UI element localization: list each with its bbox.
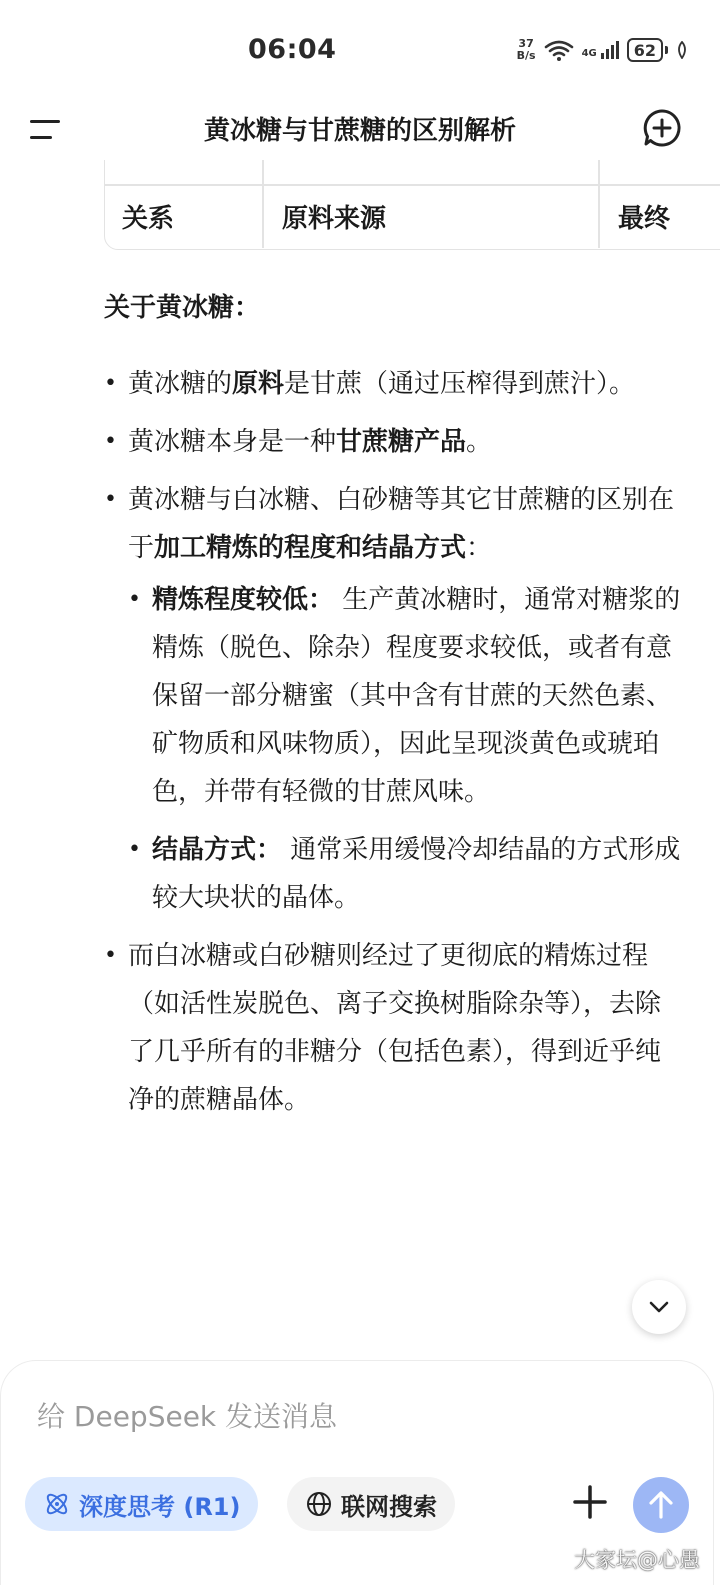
list-item — [104, 476, 684, 922]
table-cell: 原料来源 — [282, 204, 387, 234]
section-heading: 关于黄冰糖： — [104, 293, 261, 323]
sub-list-item — [128, 576, 684, 816]
send-button[interactable] — [633, 1477, 689, 1533]
wifi-icon — [544, 39, 574, 61]
item-text: 是甘蔗（通过压榨得到蔗汁）。 — [284, 369, 636, 399]
comparison-table — [104, 160, 720, 250]
scroll-down-button[interactable] — [632, 1280, 686, 1334]
item-text: 生产黄冰糖时，通常对糖浆的精炼（脱色、除杂）程度要求较低，或者有意保留一部分糖蜜（其中含有甘蔗的天然色素、矿物质和风味物质），因此呈现淡黄色或琥珀色，并带有轻微的甘蔗风味。 — [152, 585, 681, 807]
sub-list-item — [128, 826, 684, 922]
deep-think-toggle[interactable] — [25, 1477, 258, 1531]
web-search-label: 联网搜索 — [341, 1492, 437, 1521]
leaf-icon — [676, 41, 688, 59]
attach-button[interactable] — [567, 1479, 613, 1525]
message-content — [104, 270, 684, 1134]
net-speed-value: 37 — [518, 37, 534, 50]
new-chat-button[interactable] — [642, 108, 682, 148]
net-speed-unit: B/s — [516, 49, 536, 62]
status-bar — [0, 0, 720, 100]
list-item — [104, 360, 684, 408]
item-text: 通常采用缓慢冷却结晶的方式形成较大块状的晶体。 — [152, 835, 681, 913]
table-cell: 关系 — [122, 204, 175, 234]
page-title: 黄冰糖与甘蔗糖的区别解析 — [203, 116, 516, 146]
bullet-list — [104, 360, 684, 1124]
sub-bullet-list — [128, 576, 684, 922]
battery-icon — [627, 38, 663, 62]
item-bold-text: 精炼程度较低： — [152, 585, 335, 615]
message-input[interactable]: 给 DeepSeek 发送消息 — [37, 1400, 338, 1433]
item-bold-text: 原料 — [232, 369, 285, 399]
net-speed — [517, 38, 536, 62]
app-header — [0, 100, 720, 160]
atom-icon — [43, 1490, 71, 1518]
item-text: 黄冰糖本身是一种 — [128, 427, 337, 457]
watermark: 大家坛@心愚 — [574, 1548, 700, 1572]
battery-tip — [665, 46, 668, 54]
item-bold-text: 结晶方式： — [152, 835, 283, 865]
status-icons — [517, 38, 688, 62]
item-bold-text: 甘蔗糖产品 — [336, 427, 467, 457]
list-item — [104, 932, 684, 1124]
item-bold-text: 加工精炼的程度和结晶方式 — [154, 533, 467, 563]
table-col-divider — [598, 160, 600, 248]
table-cell: 最终 — [618, 204, 671, 234]
plus-icon — [567, 1479, 613, 1525]
item-text: 黄冰糖与白冰糖、白砂糖等其它甘蔗糖的区别在于 — [128, 485, 675, 563]
signal-type: 4G — [581, 48, 597, 59]
cell-signal-icon — [582, 41, 619, 59]
item-text: 而白冰糖或白砂糖则经过了更彻底的精炼过程（如活性炭脱色、离子交换树脂除杂等），去除了几乎所有的非糖分（包括色素），得到近乎纯净的蔗糖晶体。 — [128, 941, 662, 1115]
chevron-down-icon — [648, 1300, 670, 1314]
deep-think-label: 深度思考 (R1) — [79, 1492, 241, 1521]
web-search-toggle[interactable] — [287, 1477, 455, 1531]
new-chat-icon — [642, 108, 682, 148]
globe-icon — [305, 1490, 333, 1518]
list-item — [104, 418, 684, 466]
item-text: 。 — [466, 427, 493, 457]
table-col-divider — [262, 160, 264, 248]
item-text: ： — [466, 533, 493, 563]
table-row-divider — [104, 184, 720, 186]
item-text: 黄冰糖的 — [128, 369, 233, 399]
battery-level: 62 — [633, 40, 656, 60]
arrow-up-icon — [647, 1490, 675, 1520]
status-time: 06:04 — [248, 34, 337, 65]
